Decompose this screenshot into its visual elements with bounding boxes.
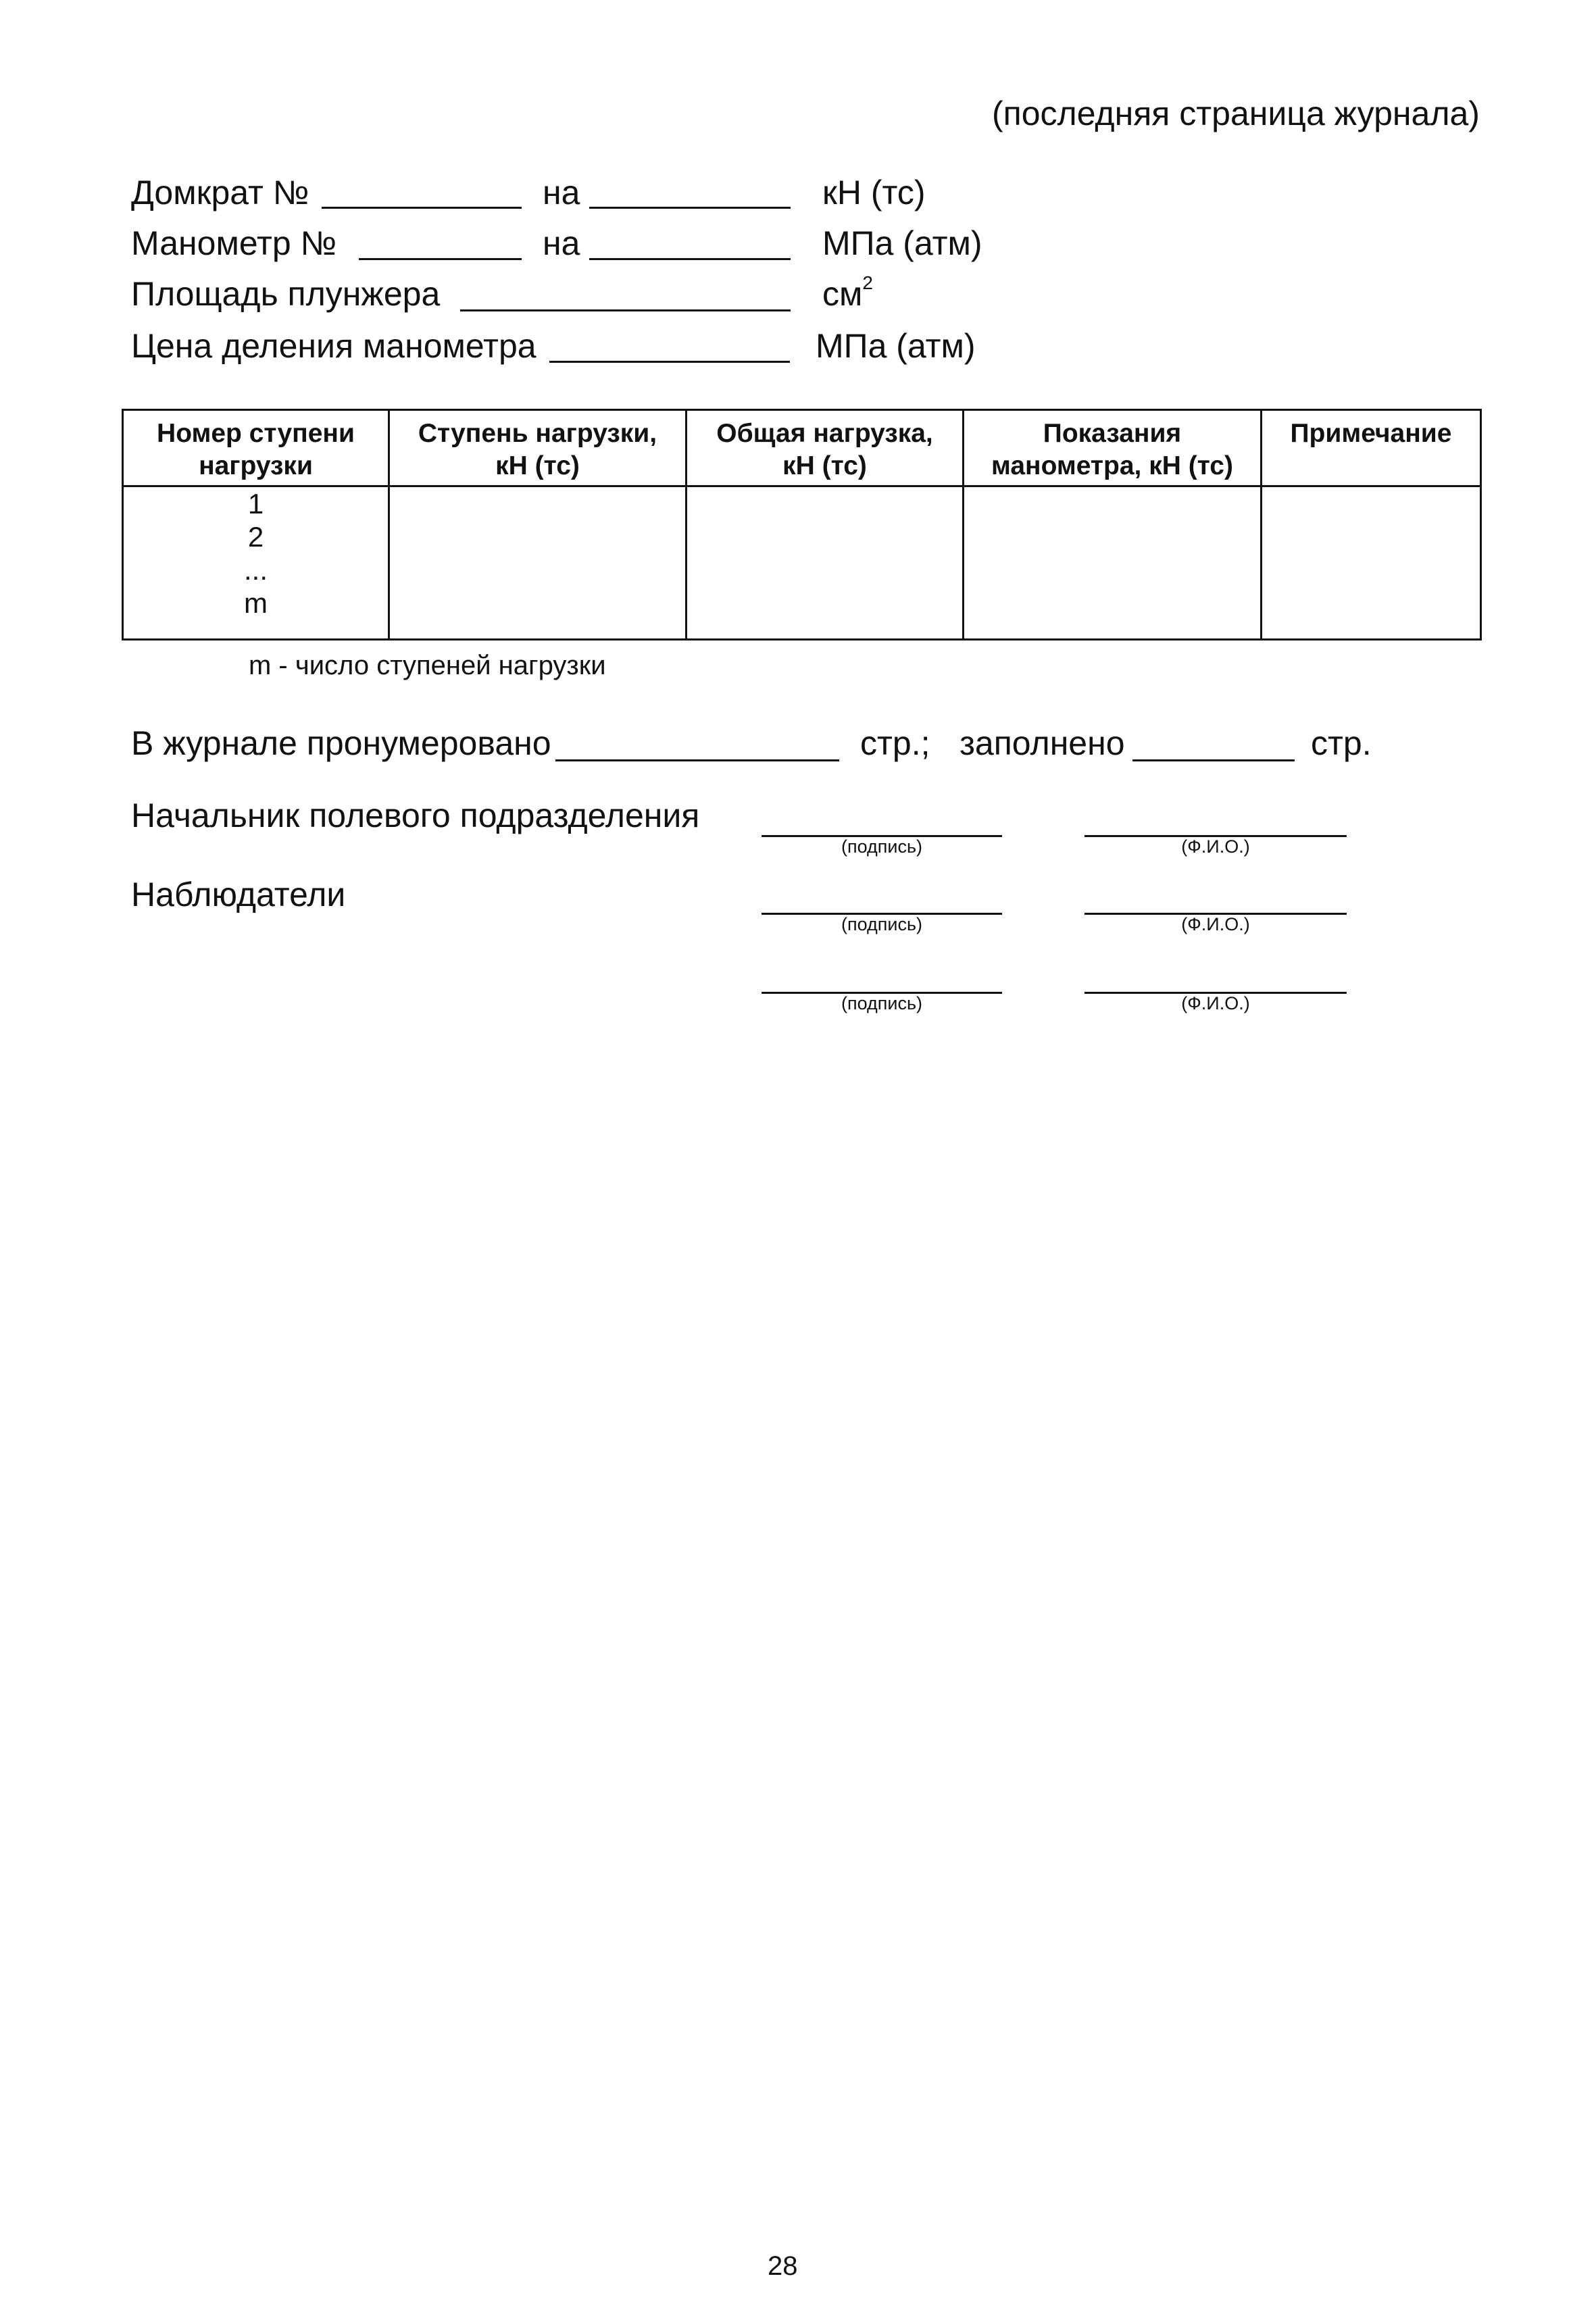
observer1-name-caption: (Ф.И.О.)	[1181, 914, 1250, 934]
observer2-name-caption: (Ф.И.О.)	[1181, 993, 1250, 1013]
load-step-cell[interactable]	[389, 486, 687, 640]
jack-on-label: на	[543, 174, 580, 211]
step-2: 2	[247, 521, 264, 553]
pages-numbered-label: В журнале пронумеровано	[131, 724, 551, 762]
division-value-unit: МПа (атм)	[816, 327, 976, 365]
gauge-number-field[interactable]	[359, 258, 522, 260]
gauge-range-field[interactable]	[589, 258, 791, 260]
table-row	[123, 486, 1481, 640]
col-header-gauge-reading: Показания манометра, кН (тс)	[964, 410, 1262, 486]
plunger-area-unit: $см^2$	[822, 272, 873, 313]
gauge-unit: МПа (атм)	[822, 224, 982, 262]
col-header-note: Примечание	[1262, 410, 1481, 486]
pages-unit-1: стр.;	[860, 724, 930, 762]
gauge-on-label: на	[543, 224, 580, 262]
col-header-load-step: Ступень нагрузки, кН (тс)	[389, 410, 687, 486]
load-steps-table	[122, 409, 1482, 640]
step-1: 1	[247, 488, 264, 520]
observers-label: Наблюдатели	[131, 876, 346, 913]
col-header-total-load: Общая нагрузка, кН (тс)	[687, 410, 964, 486]
plunger-area-field[interactable]	[460, 309, 791, 311]
jack-capacity-field[interactable]	[589, 207, 791, 209]
observer1-signature-caption: (подпись)	[841, 914, 923, 934]
pages-filled-field[interactable]	[1132, 759, 1295, 761]
head-signature-caption: (подпись)	[841, 836, 923, 857]
jack-label: Домкрат №	[131, 174, 309, 211]
head-name-caption: (Ф.И.О.)	[1181, 836, 1250, 857]
jack-number-field[interactable]	[322, 207, 522, 209]
pages-unit-2: стр.	[1311, 724, 1372, 762]
step-m: m	[244, 587, 268, 619]
total-load-cell[interactable]	[687, 486, 964, 640]
head-of-unit-label: Начальник полевого подразделения	[131, 797, 700, 834]
step-number-cell	[123, 486, 389, 640]
table-header-row	[123, 410, 1481, 486]
note-cell[interactable]	[1262, 486, 1481, 640]
gauge-reading-cell[interactable]	[964, 486, 1262, 640]
division-value-field[interactable]	[549, 361, 790, 363]
division-value-label: Цена деления манометра	[131, 327, 537, 365]
observer2-signature-caption: (подпись)	[841, 993, 923, 1013]
table-footnote: m - число ступеней нагрузки	[249, 651, 606, 680]
jack-unit: кН (тс)	[822, 174, 926, 211]
pages-filled-label: заполнено	[959, 724, 1125, 762]
step-ellipsis: ...	[243, 554, 268, 586]
page-number: 28	[768, 2251, 798, 2281]
gauge-label: Манометр №	[131, 224, 337, 262]
plunger-area-label: Площадь плунжера	[131, 275, 441, 313]
col-header-step-number: Номер ступени нагрузки	[123, 410, 389, 486]
pages-numbered-field[interactable]	[555, 759, 839, 761]
page-header-note: (последняя страница журнала)	[992, 95, 1480, 132]
